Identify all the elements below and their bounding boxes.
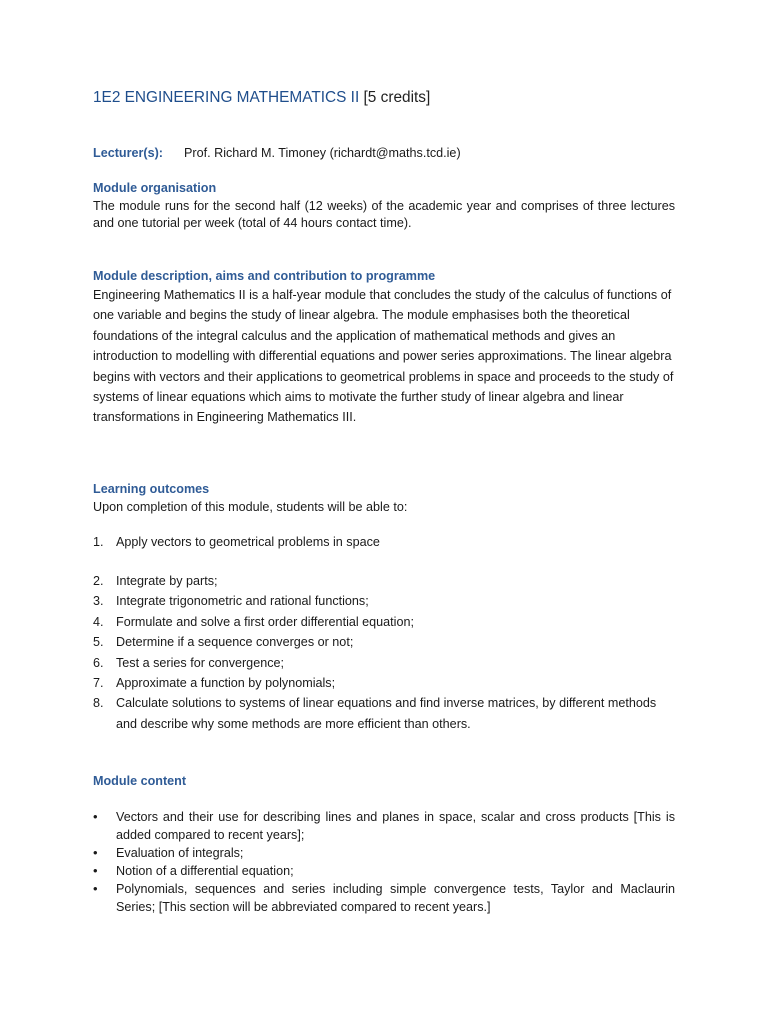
list-item-text: Approximate a function by polynomials;: [116, 676, 336, 691]
list-item-text: Integrate by parts;: [116, 574, 218, 588]
list-item-number: 6.: [93, 655, 104, 670]
list-item-text: Evaluation of integrals;: [116, 846, 244, 860]
list-item-number: 1.: [93, 535, 104, 549]
bullet-icon: •: [93, 809, 98, 824]
outcomes-intro: Upon completion of this module, students will be able to:: [93, 500, 408, 514]
list-item: [93, 862, 675, 880]
content-list: [93, 808, 675, 916]
list-item-text: Vectors and their use for describing lines and planes in space, scalar and cross products [This is added compared to recent years];: [116, 810, 675, 842]
description-heading: Module description, aims and contribution to programme: [93, 269, 436, 283]
list-item: [93, 532, 675, 552]
title-credits: [5 credits]: [359, 89, 431, 106]
list-item: [93, 612, 675, 632]
list-item-number: 8.: [93, 696, 104, 711]
title-course-code-name: 1E2 ENGINEERING MATHEMATICS II: [93, 89, 360, 106]
document-title: [93, 88, 675, 108]
list-item: [93, 673, 675, 693]
description-text: Engineering Mathematics II is a half-year module that concludes the study of the calculus of functions of one variable and begins the study of linear algebra. The module emphasises both the theoretical foundations of the integral calculus and the application of mathematical methods and gives an introduction to modelling with differential equations and power series approximations. The linear algebra begins with vectors and their applications to geometrical problems in space and proceeds to the study of systems of linear equations which aims to motivate the further study of linear algebra and linear transformations in Engineering Mathematics III.: [93, 288, 674, 425]
bullet-icon: •: [93, 863, 98, 878]
list-item-text: Apply vectors to geometrical problems in space: [116, 535, 380, 549]
list-item: [93, 571, 675, 591]
list-item-number: 2.: [93, 574, 104, 588]
lecturer-value: Prof. Richard M. Timoney (richardt@maths.tcd.ie): [184, 146, 461, 160]
list-item-number: 3.: [93, 594, 104, 609]
list-item: [93, 808, 675, 844]
list-item-text: Polynomials, sequences and series including simple convergence tests, Taylor and Maclaurin Series; [This section will be abbreviated compared to recent years.]: [116, 882, 675, 914]
list-item-text: Integrate trigonometric and rational functions;: [116, 594, 369, 609]
list-item: [93, 693, 675, 734]
list-item-text: Formulate and solve a first order differential equation;: [116, 614, 414, 629]
list-item: [93, 632, 675, 652]
outcomes-heading: Learning outcomes: [93, 482, 210, 496]
lecturer-line: [93, 144, 675, 162]
list-item-text: Calculate solutions to systems of linear equations and find inverse matrices, by different methods and describe why some methods are more efficient than others.: [116, 696, 657, 731]
list-item-number: 7.: [93, 676, 104, 691]
list-item: [93, 653, 675, 673]
bullet-icon: •: [93, 881, 98, 896]
content-heading: Module content: [93, 774, 187, 788]
lecturer-label: Lecturer(s):: [93, 146, 163, 160]
organisation-heading: Module organisation: [93, 181, 217, 195]
list-item: [93, 591, 675, 611]
list-item-text: Notion of a differential equation;: [116, 864, 294, 878]
outcomes-list: [93, 571, 675, 734]
list-item-text: Determine if a sequence converges or not;: [116, 635, 354, 650]
organisation-text: The module runs for the second half (12 weeks) of the academic year and comprises of three lectures and one tutorial per week (total of 44 hours contact time).: [93, 199, 675, 231]
outcomes-first-list: [93, 532, 675, 552]
list-item: [93, 844, 675, 862]
list-item-text: Test a series for convergence;: [116, 655, 284, 670]
bullet-icon: •: [93, 845, 98, 860]
list-item-number: 4.: [93, 614, 104, 629]
list-item-number: 5.: [93, 635, 104, 650]
list-item: [93, 880, 675, 916]
